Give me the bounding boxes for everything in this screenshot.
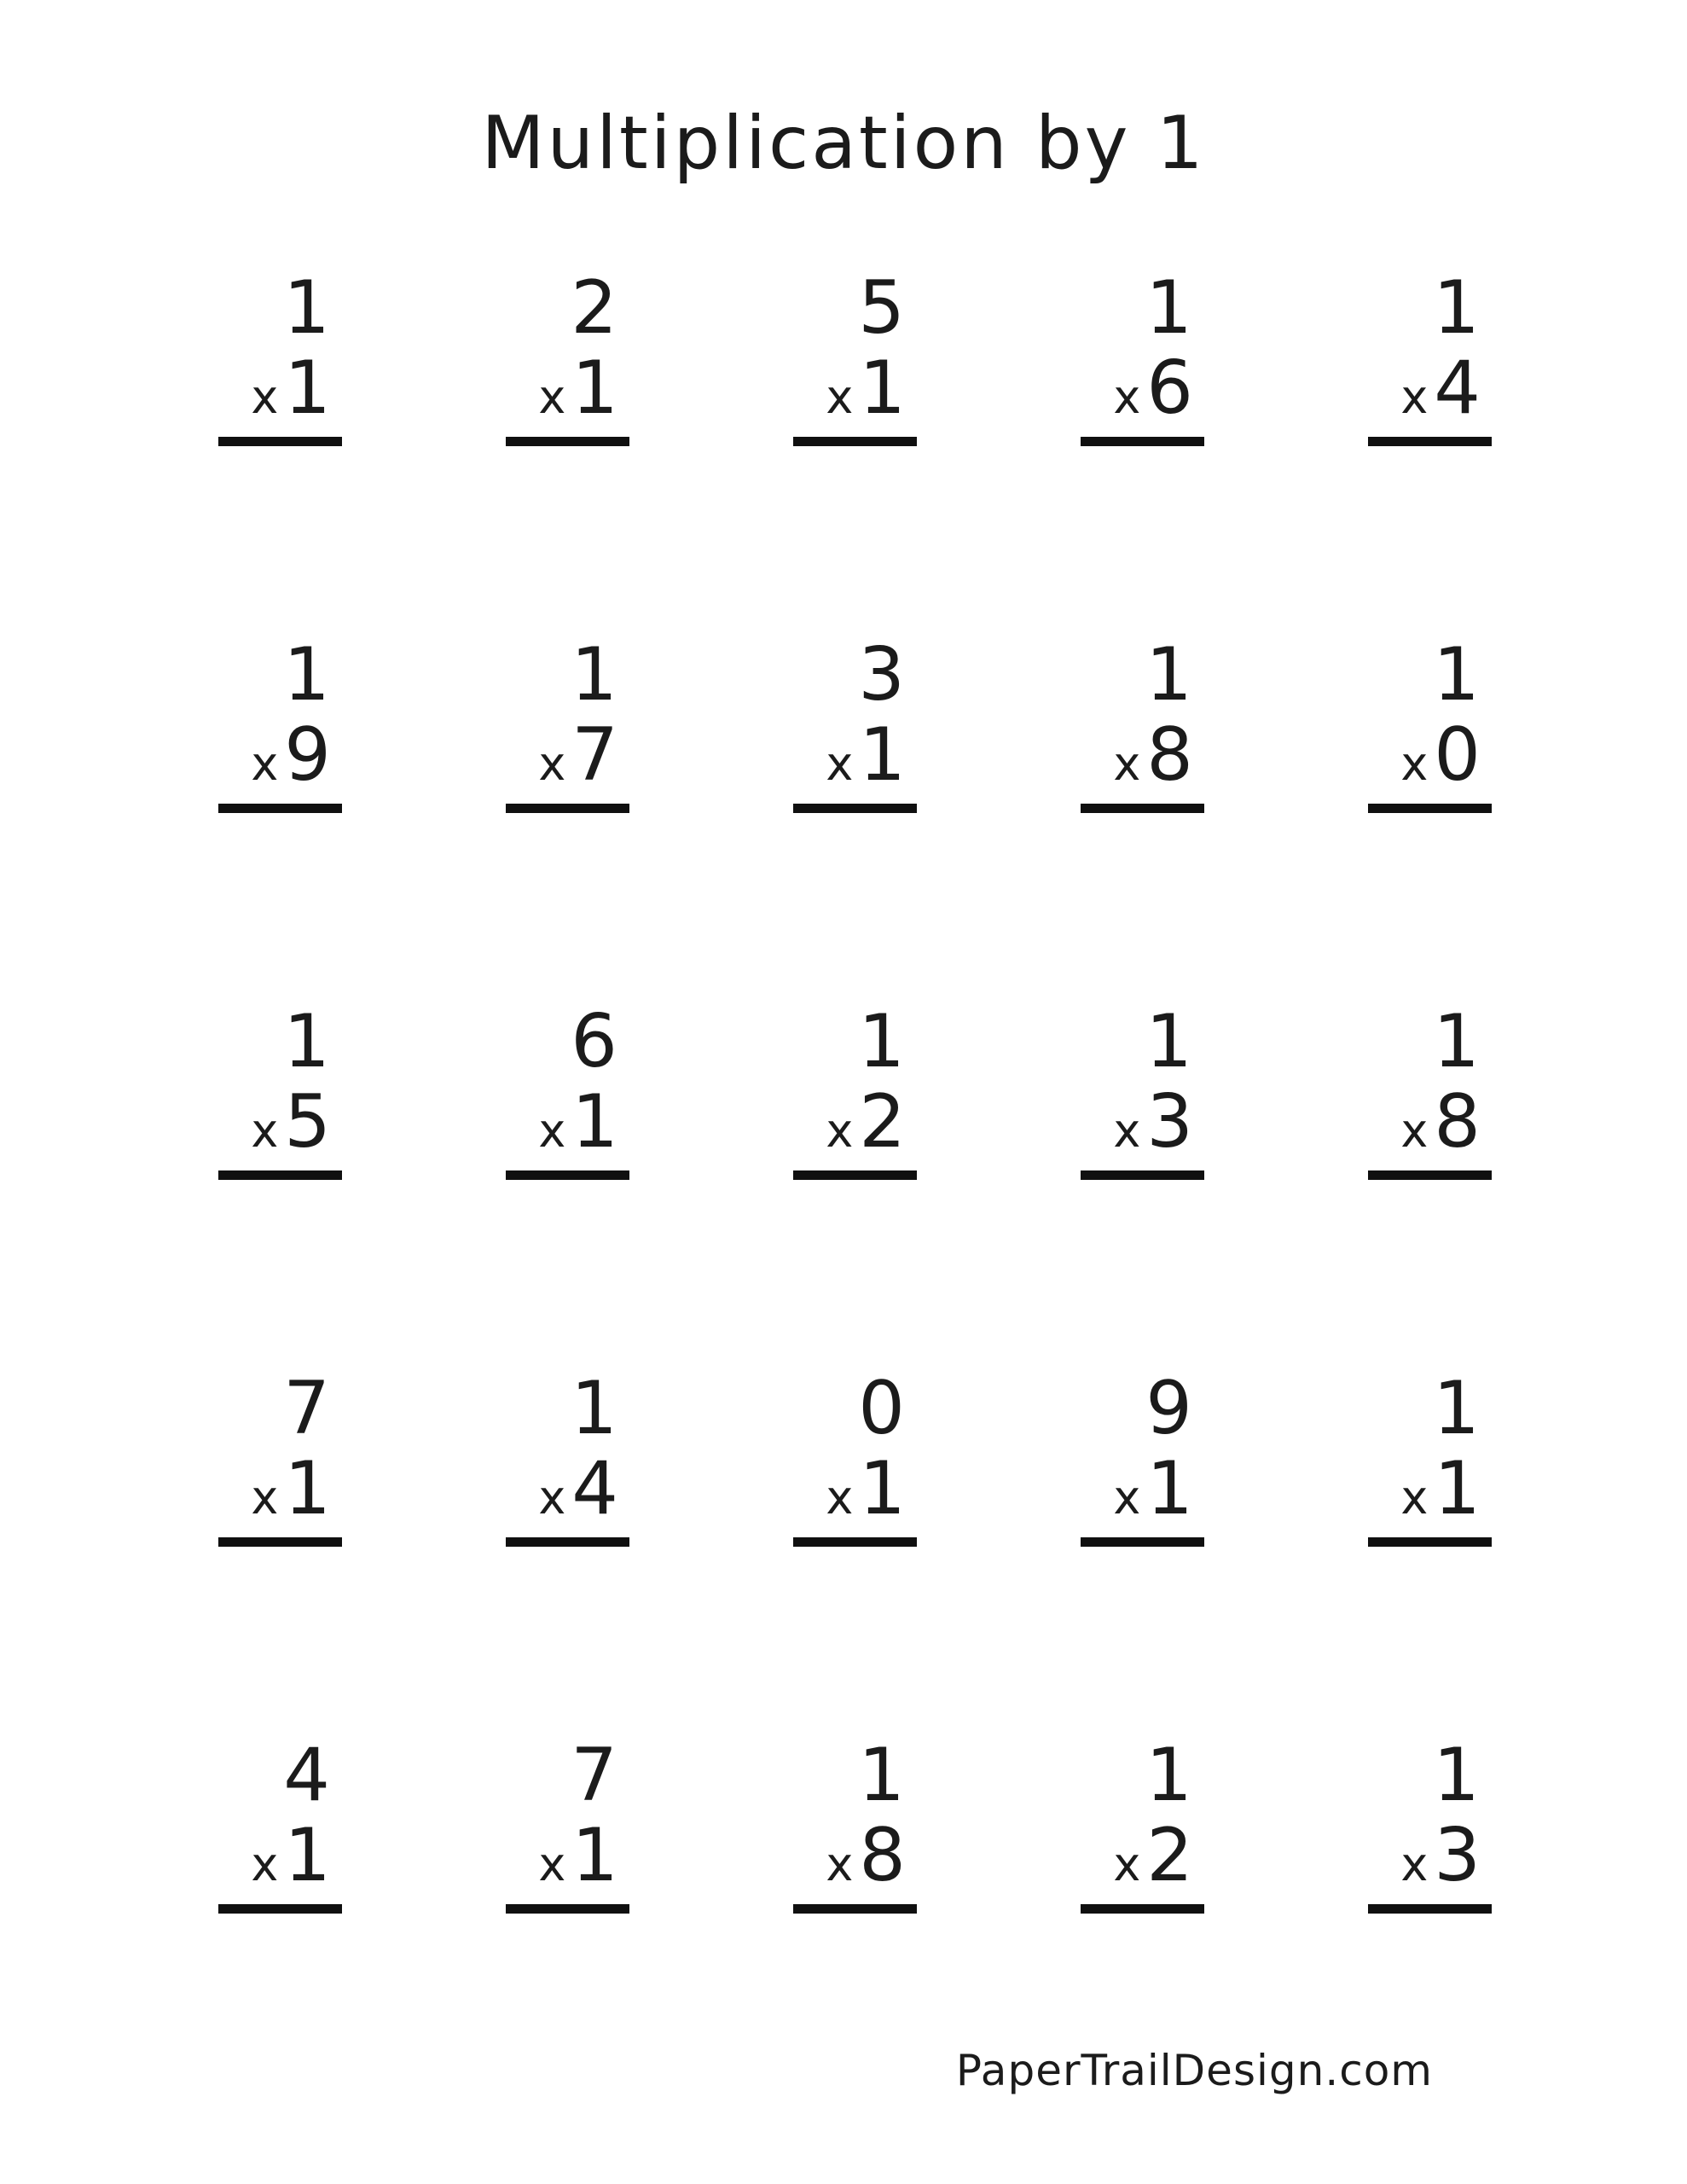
multiply-operator: x — [251, 1104, 279, 1158]
multiply-operator: x — [538, 1838, 566, 1891]
multiplication-problem — [1368, 999, 1492, 1180]
multiplier: 3 — [1434, 1813, 1481, 1898]
answer-line — [1368, 1537, 1492, 1547]
multiply-operator: x — [251, 1838, 279, 1891]
multiplication-problem — [218, 265, 342, 446]
multiplication-problem — [506, 999, 629, 1180]
multiplicand: 1 — [858, 999, 906, 1084]
multiply-operator: x — [1400, 370, 1429, 424]
answer-line — [1368, 1170, 1492, 1180]
multiplicand: 1 — [1145, 999, 1193, 1084]
answer-line — [218, 1904, 342, 1914]
multiply-operator: x — [1113, 737, 1141, 791]
multiply-operator: x — [538, 1104, 566, 1158]
multiplicand: 5 — [858, 265, 906, 351]
multiplier-row — [1400, 346, 1492, 431]
multiplication-problem — [506, 1733, 629, 1914]
multiplicand: 1 — [283, 265, 331, 351]
multiply-operator: x — [1400, 737, 1429, 791]
multiplier: 1 — [859, 346, 906, 431]
multiplier-row — [826, 712, 917, 798]
multiplicand: 1 — [1433, 632, 1481, 717]
multiply-operator: x — [538, 1471, 566, 1525]
answer-line — [506, 804, 629, 813]
multiply-operator: x — [826, 1838, 854, 1891]
multiplier-row — [1113, 1813, 1204, 1898]
multiplicand: 1 — [571, 1366, 618, 1451]
multiplier: 6 — [1146, 346, 1193, 431]
multiplicand: 6 — [571, 999, 618, 1084]
multiply-operator: x — [826, 1104, 854, 1158]
multiply-operator: x — [1113, 1104, 1141, 1158]
multiplier: 0 — [1434, 712, 1481, 798]
multiplier-row — [826, 346, 917, 431]
multiplier: 1 — [571, 1079, 618, 1165]
multiplier: 1 — [1146, 1446, 1193, 1531]
multiplier: 1 — [571, 1813, 618, 1898]
multiplier: 2 — [1146, 1813, 1193, 1898]
multiplication-problem — [1368, 632, 1492, 813]
multiplicand: 1 — [1433, 265, 1481, 351]
multiplier: 8 — [1434, 1079, 1481, 1165]
multiplier-row — [538, 346, 629, 431]
answer-line — [1368, 437, 1492, 446]
multiplier-row — [1113, 1446, 1204, 1531]
multiply-operator: x — [826, 370, 854, 424]
multiplicand: 2 — [571, 265, 618, 351]
multiplier-row — [538, 1813, 629, 1898]
multiplier-row — [1400, 1079, 1492, 1165]
multiplicand: 7 — [283, 1366, 331, 1451]
multiplier-row — [1400, 1813, 1492, 1898]
multiplier-row — [251, 1813, 342, 1898]
answer-line — [1081, 804, 1204, 813]
answer-line — [218, 1537, 342, 1547]
answer-line — [218, 1170, 342, 1180]
answer-line — [793, 1537, 917, 1547]
multiplication-problem — [1368, 1366, 1492, 1547]
multiply-operator: x — [538, 370, 566, 424]
multiplier: 1 — [284, 346, 331, 431]
answer-line — [793, 1904, 917, 1914]
multiplicand: 4 — [283, 1733, 331, 1818]
multiplication-problem — [793, 1733, 917, 1914]
answer-line — [1368, 1904, 1492, 1914]
multiplier: 1 — [284, 1813, 331, 1898]
multiply-operator: x — [1113, 1471, 1141, 1525]
multiplication-problem — [218, 999, 342, 1180]
multiplier-row — [538, 712, 629, 798]
answer-line — [793, 1170, 917, 1180]
multiplier: 1 — [859, 1446, 906, 1531]
answer-line — [1081, 1904, 1204, 1914]
multiplier-row — [251, 712, 342, 798]
multiply-operator: x — [826, 1471, 854, 1525]
answer-line — [1081, 1537, 1204, 1547]
multiplier-row — [1113, 712, 1204, 798]
multiplier: 8 — [1146, 712, 1193, 798]
multiplication-problem — [1081, 999, 1204, 1180]
multiply-operator: x — [826, 737, 854, 791]
multiplicand: 1 — [1145, 632, 1193, 717]
multiplier: 5 — [284, 1079, 331, 1165]
multiplication-problem — [1081, 632, 1204, 813]
multiplier-row — [1113, 1079, 1204, 1165]
multiplicand: 1 — [1433, 999, 1481, 1084]
multiplier-row — [251, 346, 342, 431]
multiplier: 1 — [571, 346, 618, 431]
multiplication-problem — [1081, 265, 1204, 446]
multiplier-row — [1400, 1446, 1492, 1531]
multiplicand: 1 — [858, 1733, 906, 1818]
multiplier: 3 — [1146, 1079, 1193, 1165]
answer-line — [218, 804, 342, 813]
multiplicand: 9 — [1145, 1366, 1193, 1451]
answer-line — [218, 437, 342, 446]
multiplicand: 7 — [571, 1733, 618, 1818]
multiply-operator: x — [1400, 1104, 1429, 1158]
multiplication-problem — [506, 265, 629, 446]
answer-line — [1081, 437, 1204, 446]
multiplication-problem — [1368, 1733, 1492, 1914]
multiply-operator: x — [538, 737, 566, 791]
multiplicand: 1 — [283, 632, 331, 717]
multiply-operator: x — [1400, 1838, 1429, 1891]
multiplier-row — [1113, 346, 1204, 431]
footer-credit: PaperTrailDesign.com — [955, 2046, 1433, 2095]
multiplicand: 1 — [1433, 1733, 1481, 1818]
multiplicand: 1 — [1145, 265, 1193, 351]
multiplier: 9 — [284, 712, 331, 798]
answer-line — [1368, 804, 1492, 813]
multiplier: 7 — [571, 712, 618, 798]
answer-line — [793, 804, 917, 813]
multiplication-problem — [218, 1733, 342, 1914]
multiplier-row — [251, 1079, 342, 1165]
multiplier-row — [251, 1446, 342, 1531]
multiplier-row — [826, 1446, 917, 1531]
multiply-operator: x — [1113, 1838, 1141, 1891]
multiplicand: 1 — [571, 632, 618, 717]
multiplicand: 0 — [858, 1366, 906, 1451]
multiplier-row — [538, 1079, 629, 1165]
multiplicand: 1 — [283, 999, 331, 1084]
multiplication-problem — [793, 999, 917, 1180]
multiplier-row — [1400, 712, 1492, 798]
multiplication-problem — [1081, 1366, 1204, 1547]
multiplier-row — [826, 1079, 917, 1165]
multiplication-problem — [1368, 265, 1492, 446]
multiplicand: 3 — [858, 632, 906, 717]
answer-line — [506, 1170, 629, 1180]
multiply-operator: x — [1113, 370, 1141, 424]
multiplication-problem — [793, 1366, 917, 1547]
answer-line — [793, 437, 917, 446]
worksheet-title: Multiplication by 1 — [481, 101, 1206, 186]
multiplier: 1 — [859, 712, 906, 798]
answer-line — [1081, 1170, 1204, 1180]
multiply-operator: x — [251, 1471, 279, 1525]
multiplier: 1 — [1434, 1446, 1481, 1531]
multiplier: 1 — [284, 1446, 331, 1531]
multiplication-problem — [1081, 1733, 1204, 1914]
multiplier-row — [538, 1446, 629, 1531]
multiply-operator: x — [251, 370, 279, 424]
multiply-operator: x — [1400, 1471, 1429, 1525]
multiplier: 4 — [1434, 346, 1481, 431]
multiplication-problem — [793, 265, 917, 446]
answer-line — [506, 1537, 629, 1547]
multiplier-row — [826, 1813, 917, 1898]
multiplication-problem — [793, 632, 917, 813]
multiplication-problem — [218, 1366, 342, 1547]
multiplicand: 1 — [1433, 1366, 1481, 1451]
multiply-operator: x — [251, 737, 279, 791]
multiplication-problem — [506, 1366, 629, 1547]
multiplier: 4 — [571, 1446, 618, 1531]
multiplicand: 1 — [1145, 1733, 1193, 1818]
answer-line — [506, 437, 629, 446]
multiplication-problem — [506, 632, 629, 813]
multiplier: 2 — [859, 1079, 906, 1165]
answer-line — [506, 1904, 629, 1914]
multiplication-problem — [218, 632, 342, 813]
problems-grid — [55, 265, 1687, 1914]
multiplier: 8 — [859, 1813, 906, 1898]
